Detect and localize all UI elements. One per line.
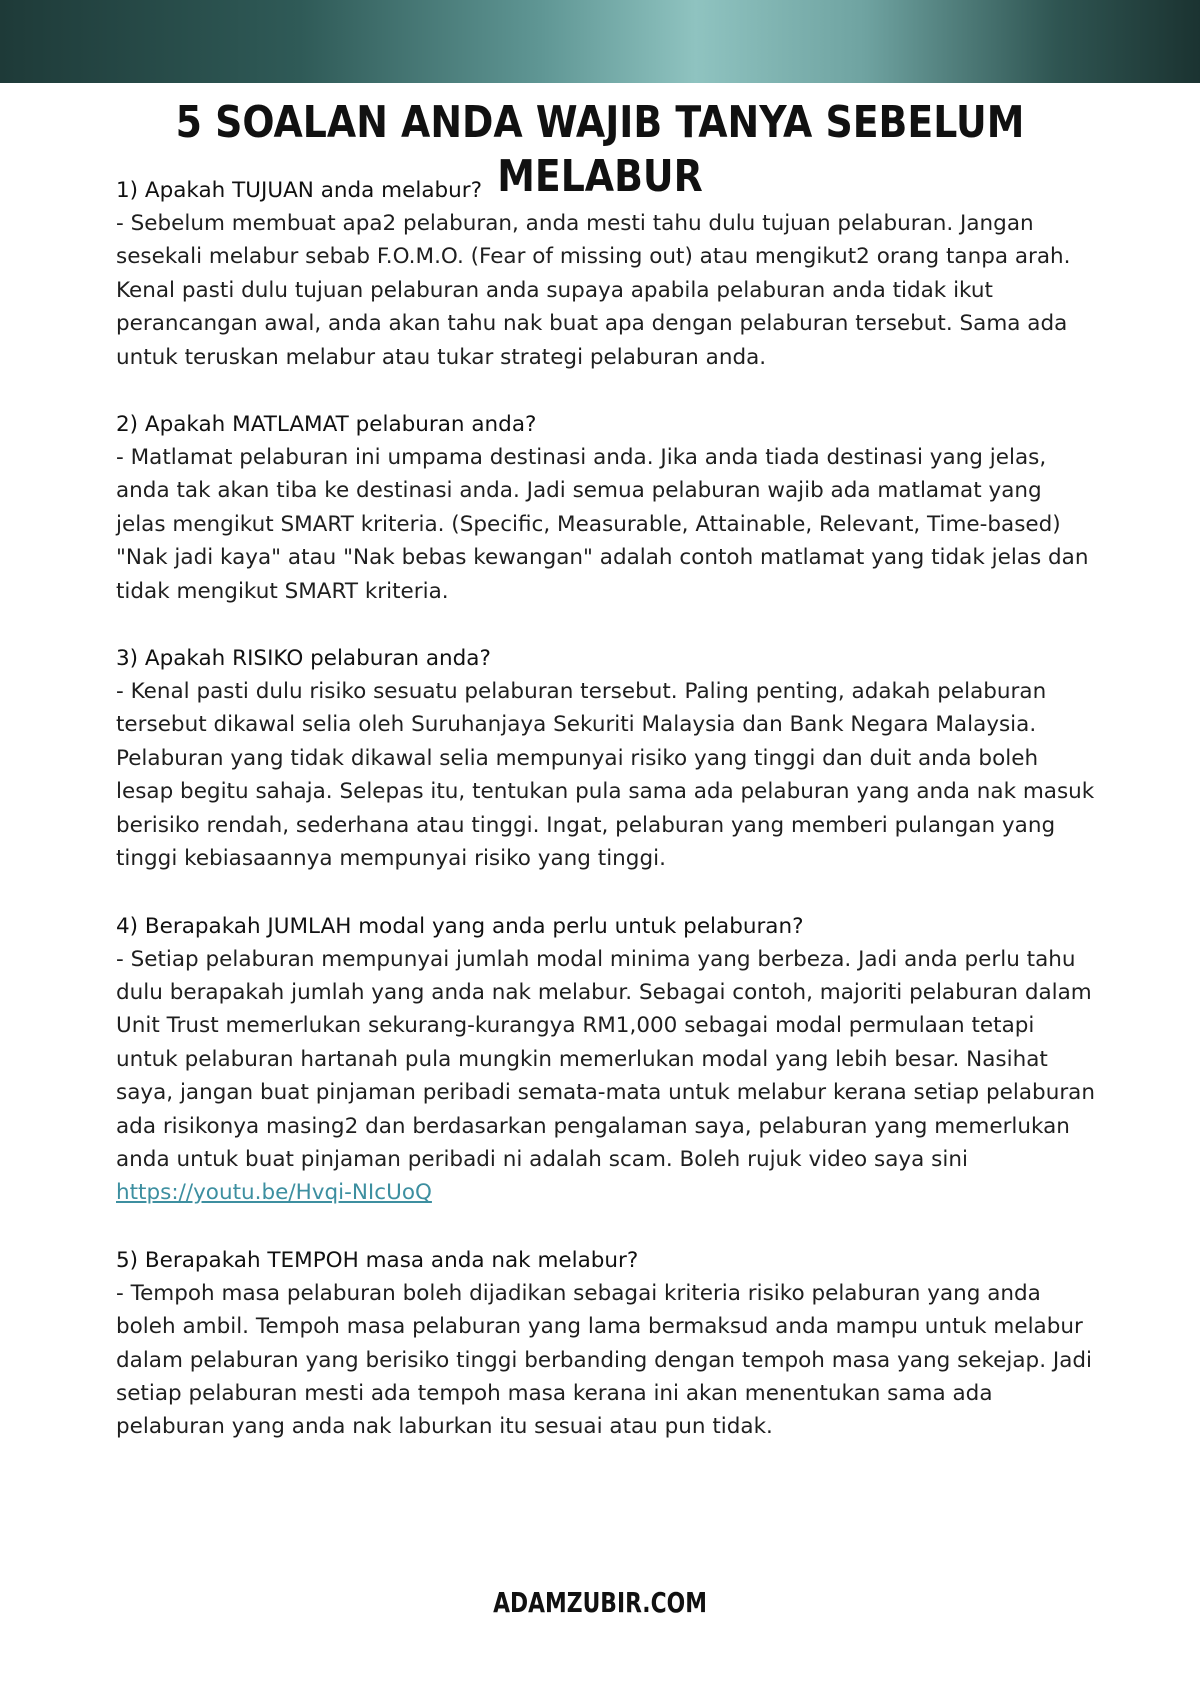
page-title: 5 SOALAN ANDA WAJIB TANYA SEBELUM MELABUR [175, 97, 1025, 202]
section-matlamat [116, 408, 1096, 608]
article-body [116, 174, 1096, 1478]
question-heading: 1) Apakah TUJUAN anda melabur? [116, 178, 483, 203]
section-tujuan [116, 174, 1096, 374]
section-jumlah [116, 910, 1096, 1210]
video-link[interactable]: https://youtu.be/Hvqi-NIcUoQ [116, 1180, 432, 1206]
question-heading: 3) Apakah RISIKO pelaburan anda? [116, 646, 491, 672]
question-heading: 4) Berapakah JUMLAH modal yang anda perlu untuk pelaburan? [116, 913, 804, 939]
answer-paragraph [116, 943, 1096, 1210]
question-heading: 2) Apakah MATLAMAT pelaburan anda? [116, 412, 537, 438]
question-heading: 5) Berapakah TEMPOH masa anda nak melabur? [116, 1247, 639, 1273]
answer-paragraph: - Matlamat pelaburan ini umpama destinasi anda. Jika anda tiada destinasi yang jelas, anda tak akan tiba ke destinasi anda. Jadi semua pelaburan wajib ada matlamat yang jelas mengikut SMART kriteria. (Specific, Measurable, Attainable, Relevant, Time-based) "Nak jadi kaya" atau "Nak bebas kewangan" adalah contoh matlamat yang tidak jelas dan tidak mengikut SMART kriteria. [116, 445, 1089, 604]
section-risiko [116, 642, 1096, 875]
section-tempoh [116, 1244, 1096, 1444]
answer-paragraph: - Tempoh masa pelaburan boleh dijadikan sebagai kriteria risiko pelaburan yang anda boleh ambil. Tempoh masa pelaburan yang lama bermaksud anda mampu untuk melabur dalam pelaburan yang berisiko tinggi berbanding dengan tempoh masa yang sekejap. Jadi setiap pelaburan mesti ada tempoh masa kerana ini akan menentukan sama ada pelaburan yang anda nak laburkan itu sesuai atau pun tidak. [116, 1280, 1093, 1440]
footer-website: ADAMZUBIR.COM [493, 1586, 707, 1619]
answer-paragraph: - Kenal pasti dulu risiko sesuatu pelaburan tersebut. Paling penting, adakah pelaburan tersebut dikawal selia oleh Suruhanjaya Sekuriti Malaysia dan Bank Negara Malaysia. Pelaburan yang tidak dikawal selia mempunyai risiko yang tinggi dan duit anda boleh lesap begitu sahaja. Selepas itu, tentukan pula sama ada pelaburan yang anda nak masuk berisiko rendah, sederhana atau tinggi. Ingat, pelaburan yang memberi pulangan yang tinggi kebiasaannya mempunyai risiko yang tinggi. [116, 679, 1095, 872]
answer-text: - Setiap pelaburan mempunyai jumlah modal minima yang berbeza. Jadi anda perlu tahu dulu berapakah jumlah yang anda nak melabur. Sebagai contoh, majoriti pelaburan dalam Unit Trust memerlukan sekurang-kurangya RM1,000 sebagai modal permulaan tetapi untuk pelaburan hartanah pula mungkin memerlukan modal yang lebih besar. Nasihat saya, jangan buat pinjaman peribadi semata-mata untuk melabur kerana setiap pelaburan ada risikonya masing2 dan berdasarkan pengalaman saya, pelaburan yang memerlukan anda untuk buat pinjaman peribadi ni adalah scam. Boleh rujuk video saya sini [116, 946, 1095, 1172]
header-banner [0, 0, 1200, 83]
answer-paragraph: - Sebelum membuat apa2 pelaburan, anda mesti tahu dulu tujuan pelaburan. Jangan sesekali melabur sebab F.O.M.O. (Fear of missing out) atau mengikut2 orang tanpa arah. Kenal pasti dulu tujuan pelaburan anda supaya apabila pelaburan anda tidak ikut perancangan awal, anda akan tahu nak buat apa dengan pelaburan tersebut. Sama ada untuk teruskan melabur atau tukar strategi pelaburan anda. [116, 211, 1071, 370]
